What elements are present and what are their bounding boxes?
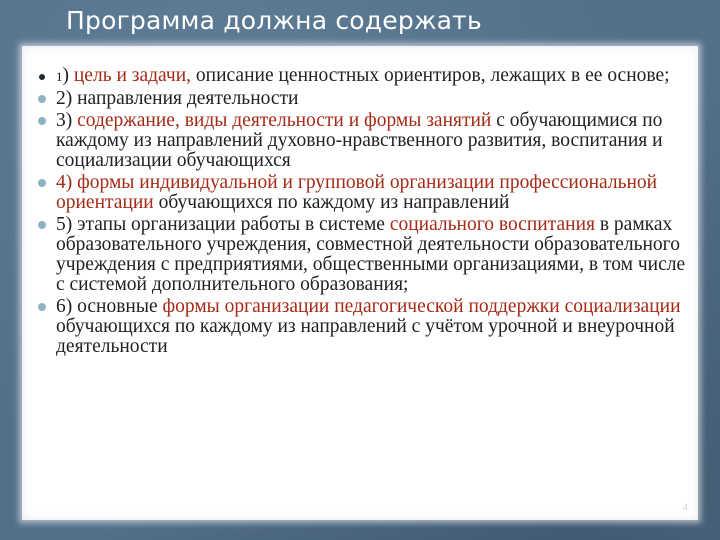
item-text-segment: с обучающимися по каждому из направлений духовно-нравственного развития, воспитания и социализации обучающихся: [56, 110, 663, 171]
item-text-segment: обучающихся по каждому из направлений с учётом урочной и внеурочной деятельности: [56, 316, 675, 357]
item-highlight: цель и задачи,: [73, 65, 192, 86]
bullet-icon: [38, 303, 46, 311]
item-text: [56, 172, 657, 213]
list-item: [36, 215, 686, 295]
item-text-segment: 6) основные: [56, 296, 163, 317]
content-panel: [22, 46, 698, 520]
list-item: [36, 111, 686, 171]
bullet-icon: [38, 179, 46, 187]
list-item: [36, 66, 686, 87]
bullet-list: [36, 66, 686, 359]
item-text-segment: 5) этапы организации работы в системе: [56, 214, 390, 235]
bullet-icon: [39, 74, 45, 80]
item-number: 1: [56, 69, 63, 84]
list-item: [36, 173, 686, 213]
item-highlight: формы организации педагогической поддержки социализации: [162, 296, 681, 317]
item-text-segment: 2) направления деятельности: [56, 88, 299, 109]
item-text-segment: описание ценностных ориентиров, лежащих в ее основе;: [191, 65, 670, 86]
item-text: [56, 296, 681, 357]
item-text-segment: в рамках образовательного учреждения, совместной деятельности образовательного учреждения с предприятиями, общественными организациями, в том числе с системой дополнительного образования;: [56, 214, 686, 295]
item-text-segment: обучающихся по каждому из направлений: [153, 192, 510, 213]
item-text: [56, 110, 663, 171]
item-highlight: 4) формы индивидуальной и групповой организации профессиональной ориентации: [56, 172, 658, 213]
item-text-segment: ): [62, 65, 74, 86]
item-text-segment: 3): [56, 110, 78, 131]
page-number: 4: [682, 502, 688, 512]
item-text: [56, 214, 685, 295]
list-item: [36, 89, 686, 109]
item-highlight: содержание, виды деятельности и формы занятий: [77, 110, 492, 131]
item-highlight: социального воспитания: [389, 214, 595, 235]
item-text: [56, 88, 298, 109]
list-item: [36, 297, 686, 357]
bullet-icon: [38, 117, 46, 125]
bullet-icon: [38, 221, 46, 229]
item-text: [56, 65, 670, 86]
bullet-icon: [38, 95, 46, 103]
slide-title: Программа должна содержать: [66, 6, 482, 35]
